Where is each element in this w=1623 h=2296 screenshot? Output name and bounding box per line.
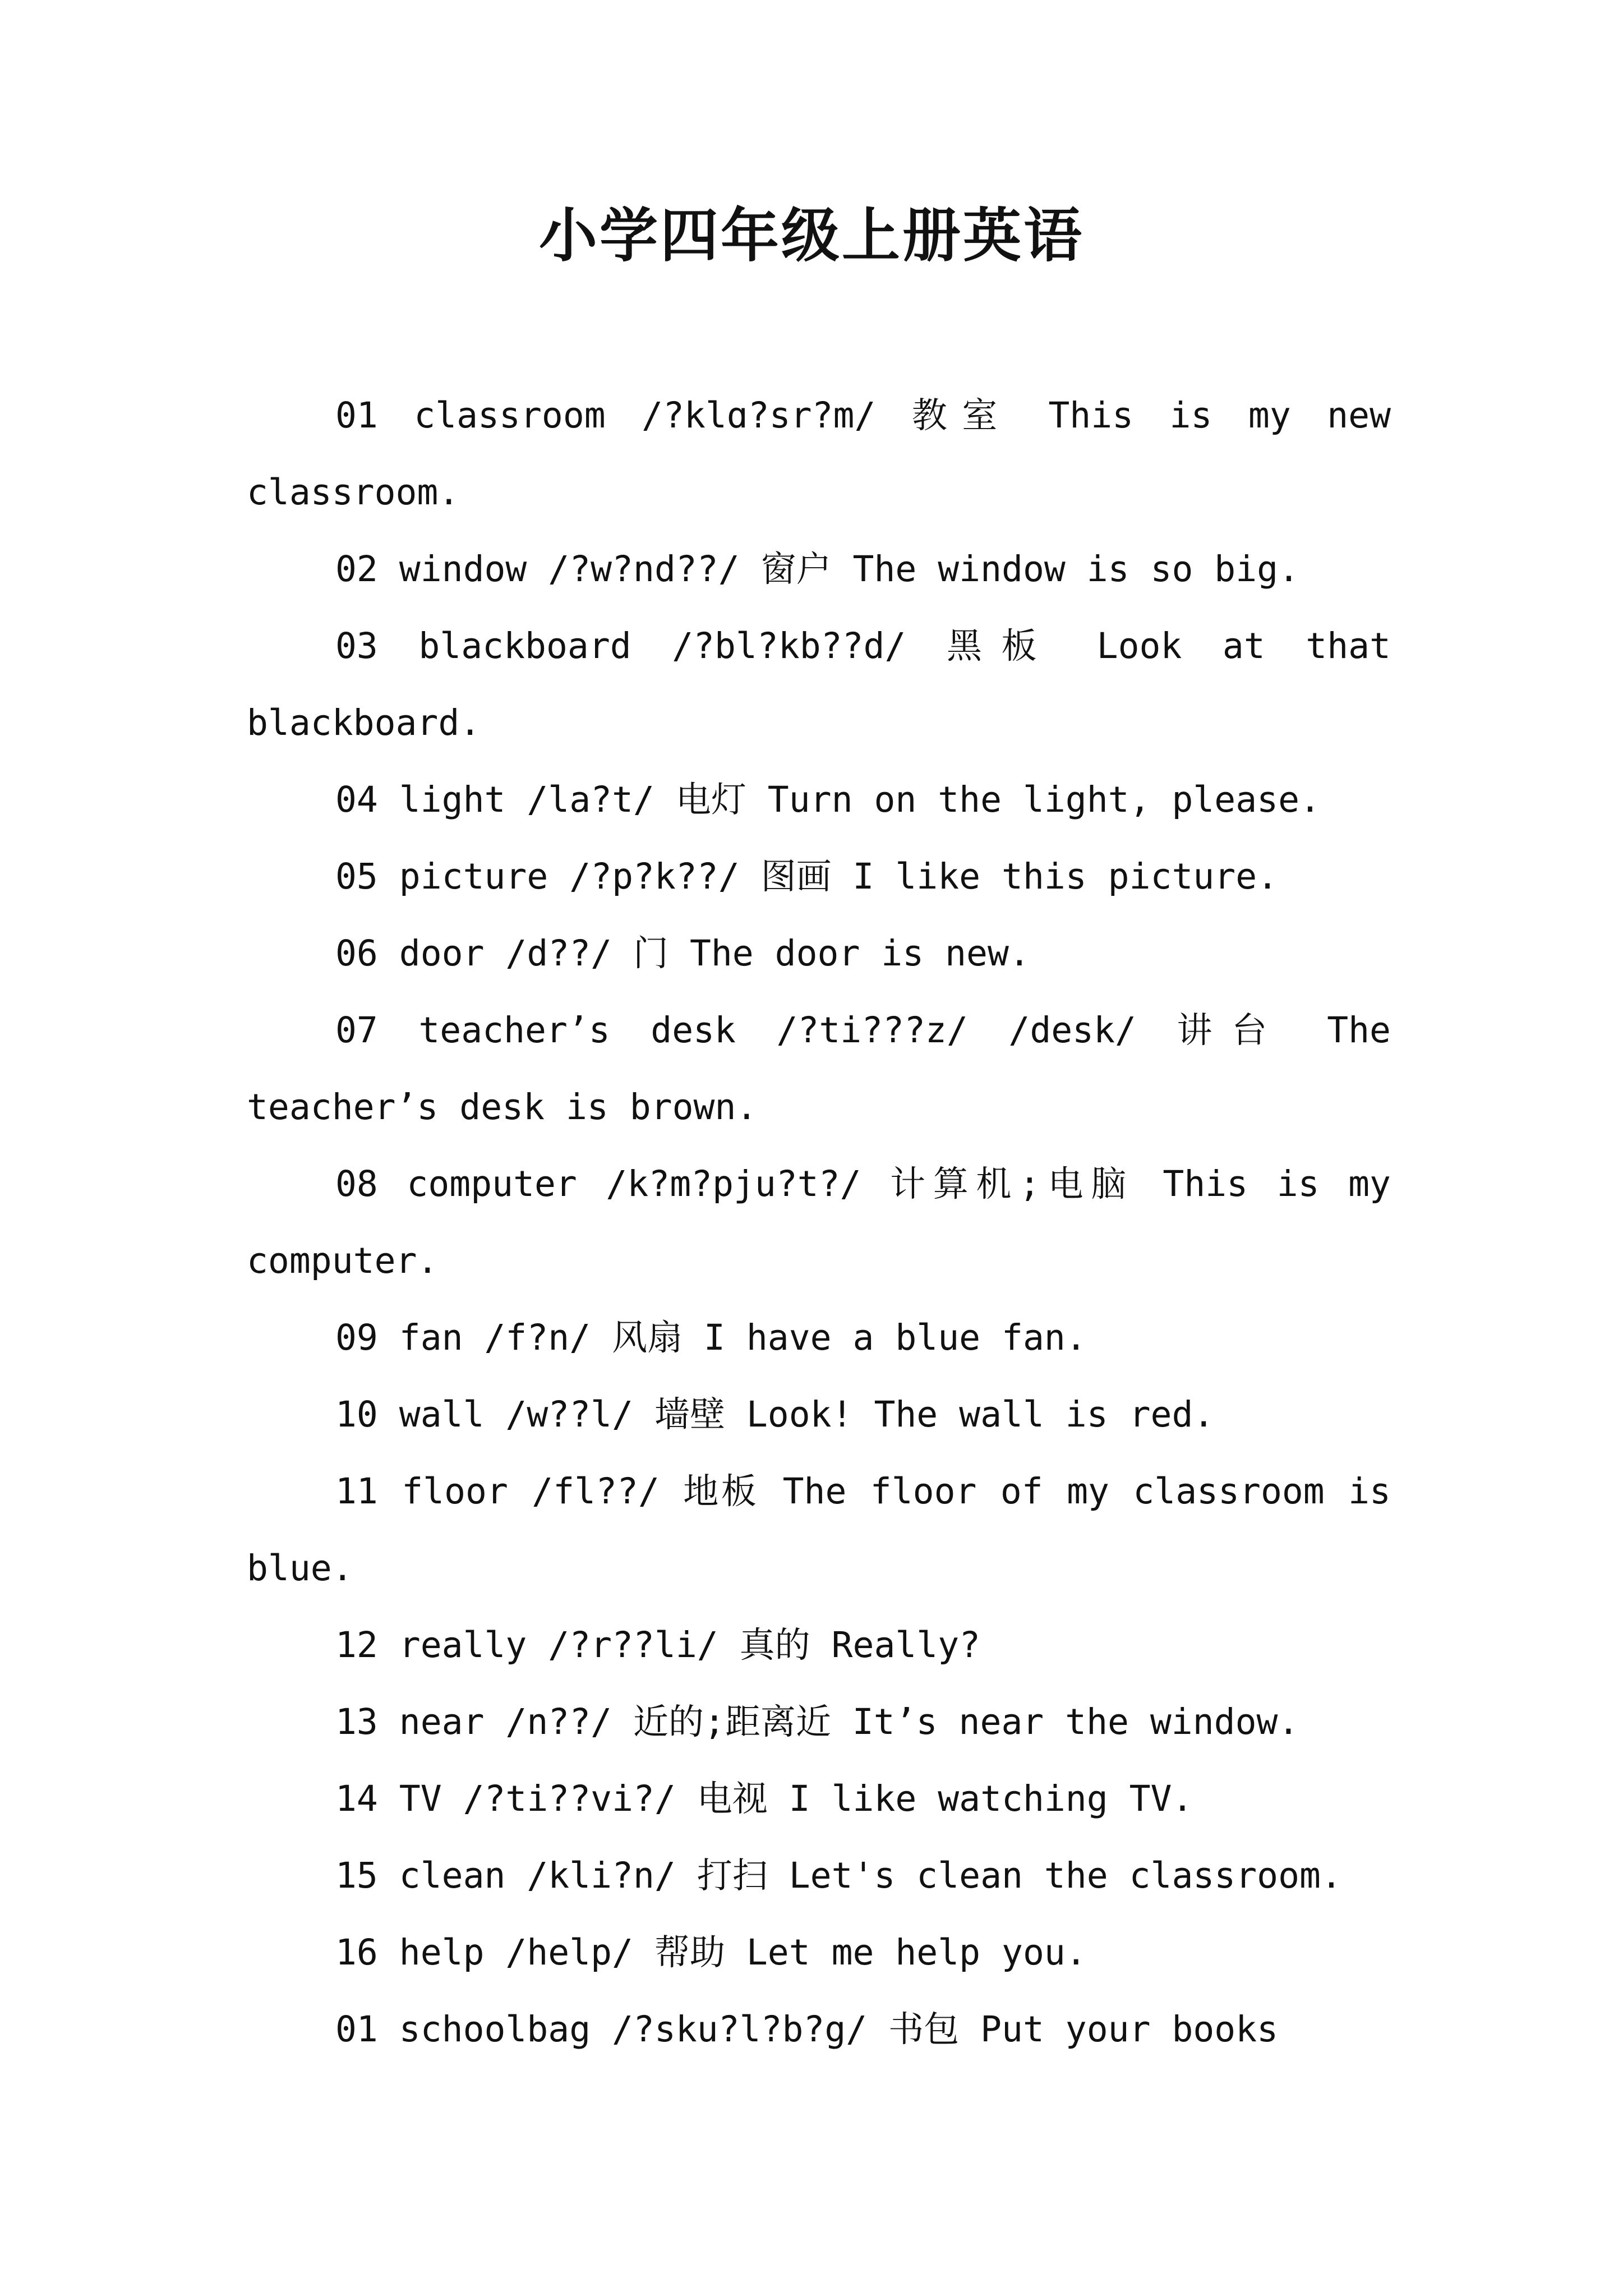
vocab-entry: 09 fan /f?n/ 风扇 I have a blue fan.: [335, 1317, 1087, 1358]
vocab-entry: 16 help /help/ 帮助 Let me help you.: [335, 1932, 1087, 1973]
vocab-entry: 14 TV /?ti??vi?/ 电视 I like watching TV.: [335, 1778, 1193, 1819]
vocab-entry: 04 light /la?t/ 电灯 Turn on the light, please.: [335, 779, 1321, 820]
vocab-entry: 13 near /n??/ 近的;距离近 It’s near the window.: [335, 1701, 1299, 1742]
vocab-entry: 07 teacher’s desk /?ti???z/ /desk/ 讲台 The teacher’s desk is brown.: [247, 1010, 1391, 1128]
vocab-entry: 01 classroom /?klɑ?sr?m/ 教室 This is my new classroom.: [247, 395, 1391, 513]
vocab-entry: 06 door /d??/ 门 The door is new.: [335, 933, 1030, 974]
vocab-entry: 01 schoolbag /?sku?l?b?g/ 书包 Put your books: [335, 2009, 1279, 2050]
vocabulary-list: [247, 377, 1391, 2068]
vocab-entry: 03 blackboard /?bl?kb??d/ 黑板 Look at that blackboard.: [247, 625, 1391, 743]
vocab-entry: 10 wall /w??l/ 墙壁 Look! The wall is red.: [335, 1394, 1215, 1435]
vocab-entry: 15 clean /kli?n/ 打扫 Let's clean the classroom.: [335, 1855, 1342, 1896]
vocab-entry: 05 picture /?p?k??/ 图画 I like this picture.: [335, 856, 1279, 897]
vocab-entry: 11 floor /fl??/ 地板 The floor of my classroom is blue.: [247, 1471, 1391, 1589]
vocab-entry: 08 computer /k?m?pju?t?/ 计算机;电脑 This is my computer.: [247, 1163, 1391, 1281]
vocab-entry: 12 really /?r??li/ 真的 Really?: [335, 1625, 981, 1665]
document-title: 小学四年级上册英语: [538, 201, 1084, 270]
vocab-entry: 02 window /?w?nd??/ 窗户 The window is so big.: [335, 549, 1300, 590]
